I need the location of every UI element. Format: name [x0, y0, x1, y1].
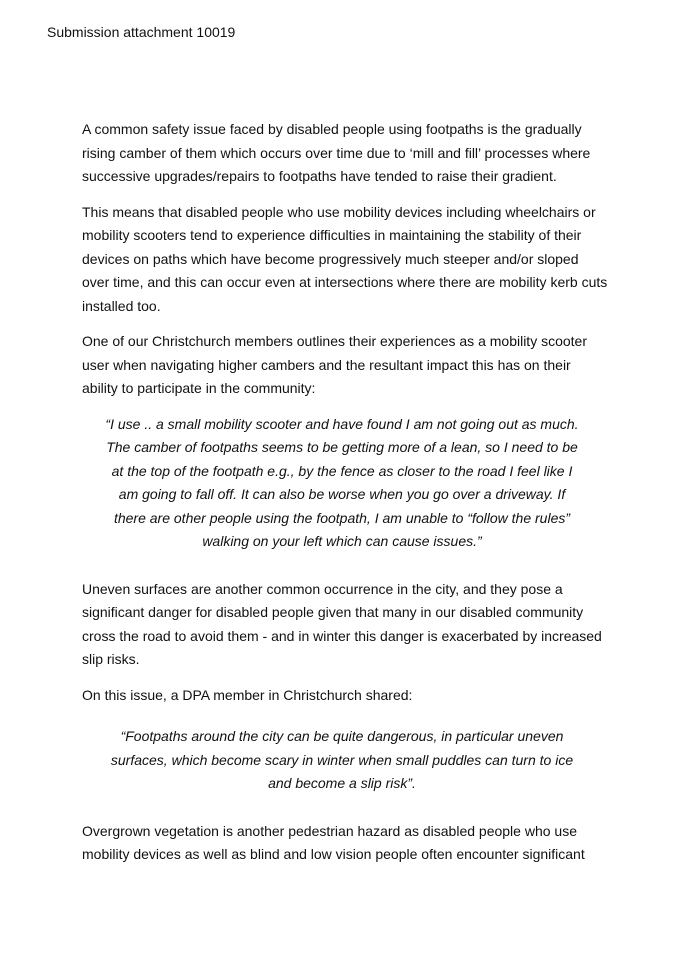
- text-line: devices on paths which have become progressively much steeper and/or sloped: [82, 250, 579, 267]
- text-line: cross the road to avoid them - and in winter this danger is exacerbated by increased: [82, 627, 602, 644]
- paragraph-dpa-member-shared: [82, 684, 602, 708]
- quote-line: there are other people using the footpath, I am unable to “follow the rules”: [113, 509, 571, 526]
- text-line: mobility scooters tend to experience difficulties in maintaining the stability of their: [82, 227, 582, 243]
- paragraph-mobility-devices: [82, 201, 608, 319]
- quote-line: am going to fall off. It can also be worse when you go over a driveway. If: [118, 486, 566, 502]
- quote-line: and become a slip risk”.: [268, 775, 416, 791]
- quote-line: The camber of footpaths seems to be getting more of a lean, so I need to be: [106, 439, 578, 455]
- text-line: Uneven surfaces are another common occurrence in the city, and they pose a: [82, 580, 563, 597]
- text-line: rising camber of them which occurs over time due to ‘mill and fill’ processes where: [82, 144, 591, 161]
- quote-line: walking on your left which can cause issues.”: [202, 533, 482, 549]
- text-line: significant danger for disabled people given that many in our disabled community: [82, 604, 584, 620]
- text-line: installed too.: [82, 297, 161, 314]
- text-line: over time, and this can occur even at intersections where there are mobility kerb cuts: [82, 274, 608, 290]
- quote-dpa-member: [82, 725, 602, 796]
- text-line: A common safety issue faced by disabled people using footpaths is the gradually: [82, 121, 582, 137]
- text-line: This means that disabled people who use mobility devices including wheelchairs or: [82, 203, 596, 220]
- text-line: user when navigating higher cambers and the resultant impact this has on their: [82, 356, 571, 373]
- document-header: Submission attachment 10019: [47, 24, 236, 40]
- text-line: mobility devices as well as blind and low vision people often encounter significant: [82, 846, 585, 862]
- quote-line: “I use .. a small mobility scooter and have found I am not going out as much.: [105, 415, 579, 432]
- quote-line: “Footpaths around the city can be quite dangerous, in particular uneven: [120, 728, 564, 744]
- quote-line: surfaces, which become scary in winter when small puddles can turn to ice: [110, 751, 574, 768]
- quote-scooter-user: [82, 413, 602, 554]
- text-line: ability to participate in the community:: [82, 380, 316, 396]
- text-line: successive upgrades/repairs to footpaths have tended to raise their gradient.: [82, 168, 557, 184]
- paragraph-overgrown-vegetation: [82, 820, 602, 867]
- quote-line: at the top of the footpath e.g., by the fence as closer to the road I feel like I: [111, 462, 573, 479]
- document-body: [82, 118, 608, 879]
- text-line: On this issue, a DPA member in Christchurch shared:: [82, 686, 413, 703]
- text-line: slip risks.: [82, 651, 140, 667]
- paragraph-member-experience: [82, 330, 602, 401]
- paragraph-mill-and-fill: [82, 118, 602, 189]
- text-line: One of our Christchurch members outlines their experiences as a mobility scooter: [82, 333, 587, 349]
- text-line: Overgrown vegetation is another pedestrian hazard as disabled people who use: [82, 822, 577, 839]
- paragraph-uneven-surfaces: [82, 578, 602, 672]
